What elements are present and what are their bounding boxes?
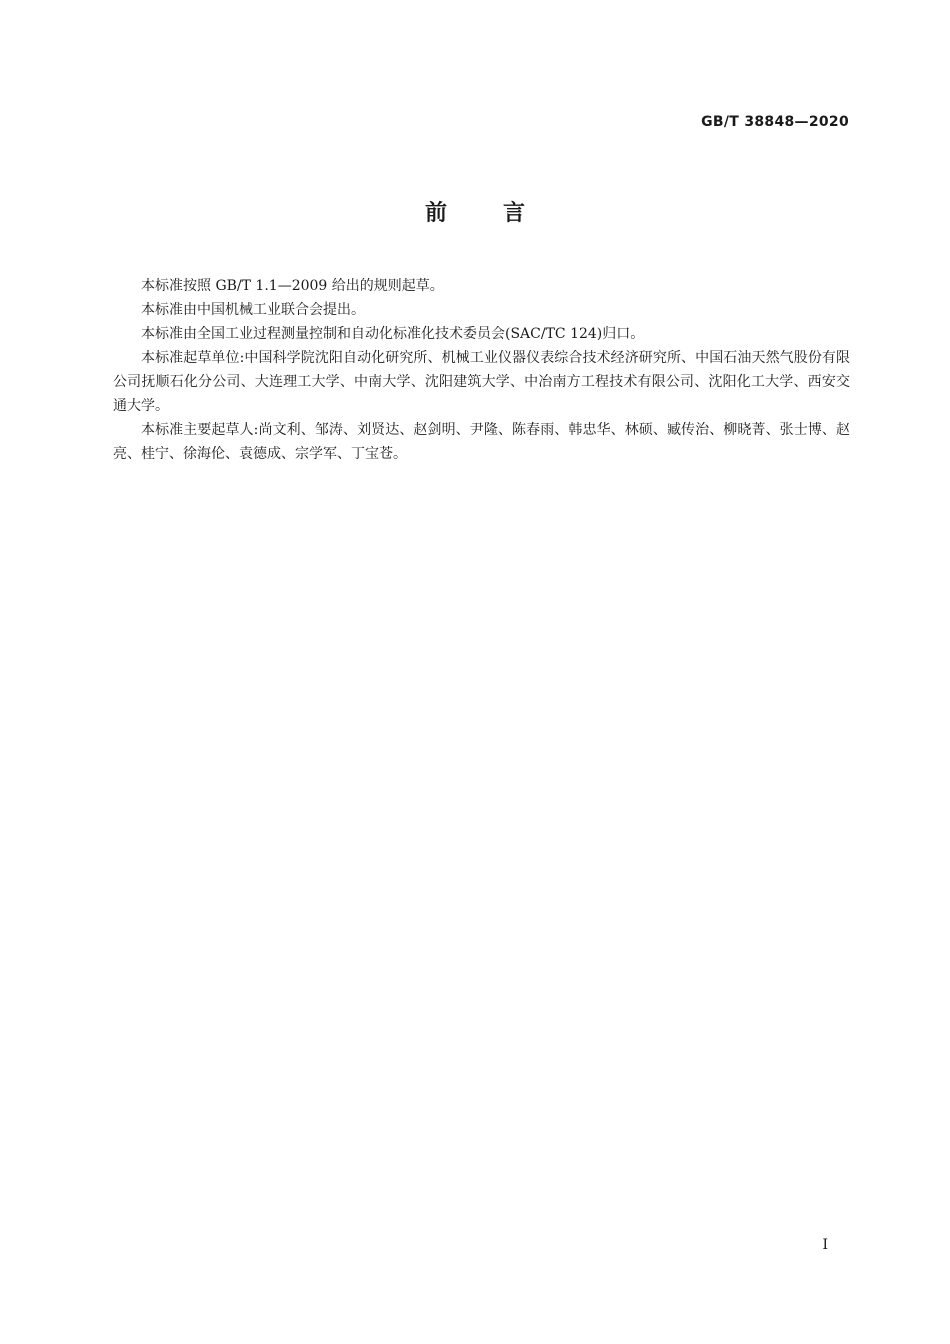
title-char-2: 言 [503,201,526,226]
paragraph-proposer: 本标准由中国机械工业联合会提出。 [141,302,365,318]
paragraph-committee: 本标准由全国工业过程测量控制和自动化标准化技术委员会(SAC/TC 124)归口。 [141,326,645,342]
paragraph-drafting-rules: 本标准按照 GB/T 1.1—2009 给出的规则起草。 [141,278,444,294]
page-title [0,196,950,227]
standard-code: GB/T 38848—2020 [701,114,849,130]
paragraph-drafting-units: 本标准起草单位:中国科学院沈阳自动化研究所、机械工业仪器仪表综合技术经济研究所、中国石油天然气股份有限公司抚顺石化分公司、大连理工大学、中南大学、沈阳建筑大学、中冶南方工程技术有限公司、沈阳化工大学、西安交通大学。 [113,350,850,414]
paragraph-drafters: 本标准主要起草人:尚文利、邹涛、刘贤达、赵剑明、尹隆、陈春雨、韩忠华、林硕、臧传治、柳晓菁、张士博、赵亮、桂宁、徐海伦、袁德成、宗学军、丁宝苍。 [113,422,850,462]
page-number: I [822,1237,828,1253]
title-char-1: 前 [424,201,447,226]
foreword-body [113,274,850,466]
